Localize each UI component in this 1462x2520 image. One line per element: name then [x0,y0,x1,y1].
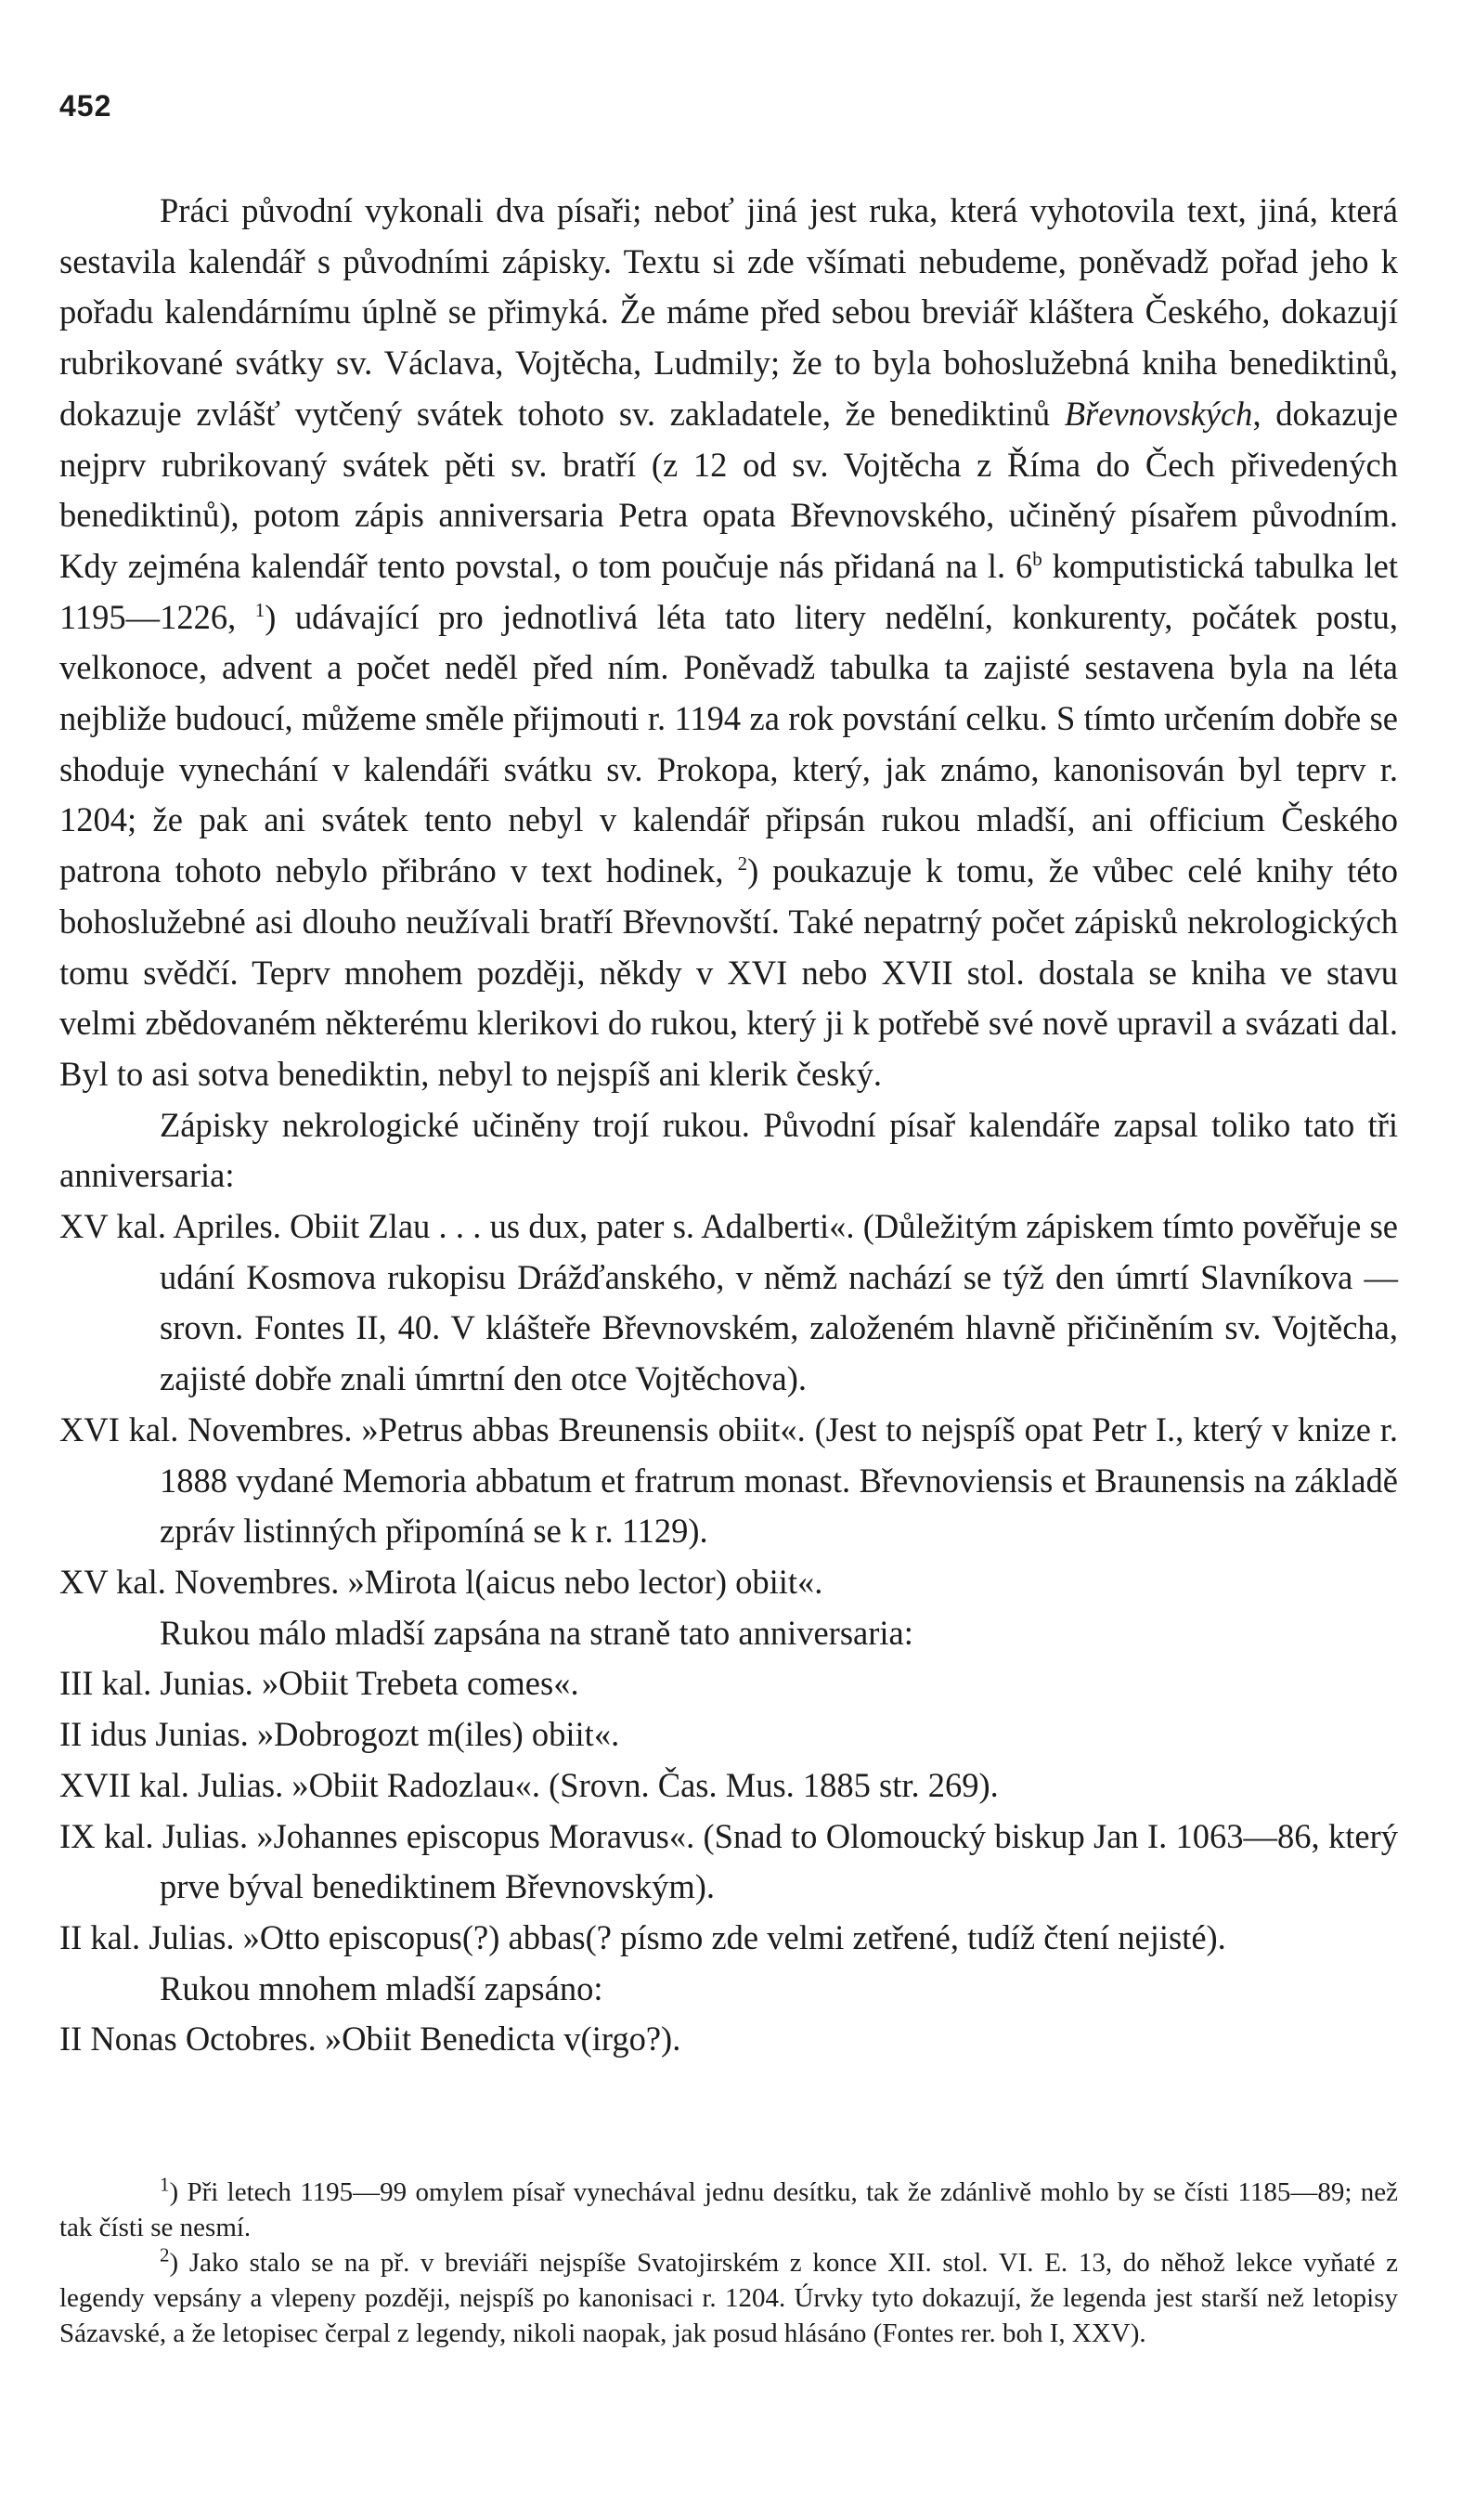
footnote-2: $^2$) Jako stalo se na př. v breviáři nejspíše Svatojirském z konce XII. stol. VI. E. 13, do něhož lekce vyňaté z legendy vepsány a vlepeny později, nejspíš po kanonisaci r. 1204. Úrvky tyto dokazují, že legenda jest starší než letopisy Sázavské, a že letopisec čerpal z legendy, nikoli naopak, jak posud hlásáno (Fontes rer. boh I, XXV). [59,2243,1398,2348]
necrology-entry: II idus Junias. »Dobrogozt m(iles) obiit«. [59,1715,620,1754]
paragraph-intro: Práci původní vykonali dva písaři; neboť jiná jest ruka, která vyhotovila text, jiná, která sestavila kalendář s původními zápisky. Textu si zde všímati nebudeme, poněvadž pořad jeho k pořadu kalendárnímu úplně se přimyká. Že máme před sebou breviář kláštera Českého, dokazují rubrikované svátky sv. Václava, Vojtěcha, Ludmily; že to byla bohoslužebná kniha benediktinů, dokazuje zvlášť vytčený svátek tohoto sv. zakladatele, že benediktinů Břevnovských, dokazuje nejprv rubrikovaný svátek pěti sv. bratří (z 12 od sv. Vojtěcha z Říma do Čech přivedených benediktinů), potom zápis anniversaria Petra opata Břevnovského, učiněný písařem původním. Kdy zejména kalendář tento povstal, o tom poučuje nás přidaná na l. 6$^b$ komputistická tabulka let 1195—1226, $^1$) udávající pro jednotlivá léta tato litery nedělní, konkurenty, počátek postu, velkonoce, advent a počet neděl před ním. Poněvadž tabulka ta zajisté sestavena byla na léta nejbliže budoucí, můžeme směle přijmouti r. 1194 za rok povstání celku. S tímto určením dobře se shoduje vynechání v kalendáři svátku sv. Prokopa, který, jak známo, kanonisován byl teprv r. 1204; že pak ani svátek tento nebyl v kalendář připsán rukou mladší, ani officium Českého patrona tohoto nebylo přibráno v text hodinek, $^2$) poukazuje k tomu, že vůbec celé knihy této bohoslužebné asi dlouho neužívali bratří Břevnovští. Také nepatrný počet zápisků nekrologických tomu svědčí. Teprv mnohem později, někdy v XVI nebo XVII stol. dostala se kniha ve stavu velmi zbědovaném některému klerikovi do rukou, který ji k potřebě své nově upravil a svázati dal. Byl to asi sotva benediktin, nebyl to nejspíš ani klerik český. [59,191,1398,1093]
necrology-entry: IX kal. Julias. »Johannes episcopus Moravus«. (Snad to Olomoucký biskup Jan I. 1063—86, který prve býval benediktinem Břevnovským). [59,1816,1398,1906]
necrology-entry: XV kal. Novembres. »Mirota l(aicus nebo lector) obiit«. [59,1562,823,1601]
paragraph-necrology-intro: Zápisky nekrologické učiněny trojí rukou. Původní písař kalendáře zapsal toliko tato tři anniversaria: [59,1105,1398,1195]
paragraph-second-hand: Rukou málo mladší zapsána na straně tato anniversaria: [160,1613,913,1652]
necrology-entry: III kal. Junias. »Obiit Trebeta comes«. [59,1664,579,1703]
footnotes [59,2175,1398,2351]
italic-word: Břevnovských [1064,394,1253,433]
necrology-entry: II kal. Julias. »Otto episcopus(?) abbas(? písmo zde velmi zetřené, tudíž čtení nejisté). [59,1917,1226,1956]
necrology-entry: XV kal. Apriles. Obiit Zlau . . . us dux, pater s. Adalberti«. (Důležitým zápiskem tímto pověřuje se udání Kosmova rukopisu Drážďanského, v němž nachází se týž den úmrtí Slavníkova — srovn. Fontes II, 40. V klášteře Břevnovském, založeném hlavně přičiněním sv. Vojtěcha, zajisté dobře znali úmrtní den otce Vojtěchova). [59,1207,1398,1398]
necrology-entry: XVII kal. Julias. »Obiit Radozlau«. (Srovn. Čas. Mus. 1885 str. 269). [59,1765,999,1804]
superscript-b: b [1032,547,1042,570]
necrology-entry: II Nonas Octobres. »Obiit Benedicta v(irgo?). [59,2020,681,2059]
main-text [59,186,1398,2065]
footnote-1: $^1$) Při letech 1195—99 omylem písař vynechával jednu desítku, tak že zdánlivě mohlo by se čísti 1185—89; než tak čísti se nesmí. [59,2173,1398,2242]
footnote-ref-1: 1 [254,598,265,621]
necrology-entry: XVI kal. Novembres. »Petrus abbas Breunensis obiit«. (Jest to nejspíš opat Petr I., který v knize r. 1888 vydané Memoria abbatum et fratrum monast. Břevnoviensis et Braunensis na základě zpráv listinných připomíná se k r. 1129). [59,1409,1398,1551]
footnote-ref-2: 2 [737,851,748,875]
paragraph-third-hand: Rukou mnohem mladší zapsáno: [160,1968,603,2007]
page-number: 452 [59,89,112,123]
